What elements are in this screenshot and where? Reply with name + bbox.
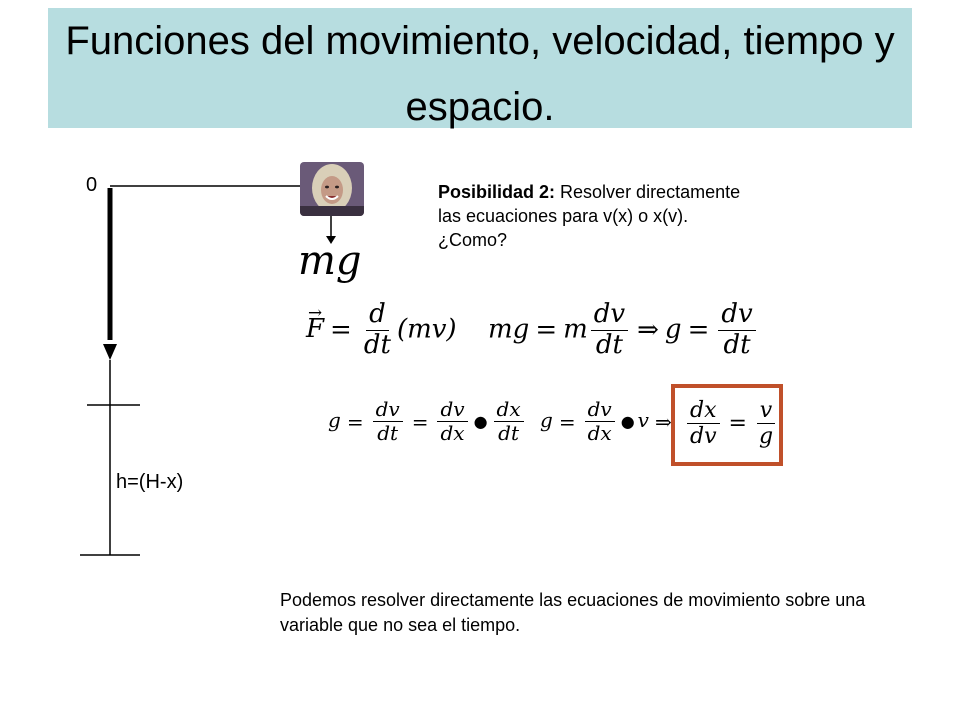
denominator: dt bbox=[498, 421, 519, 445]
denominator: dv bbox=[690, 424, 717, 450]
possibility-heading: Posibilidad 2: bbox=[438, 182, 556, 202]
g-term: g bbox=[328, 408, 341, 432]
numerator: dv bbox=[591, 300, 628, 331]
force-vector: → F bbox=[306, 314, 324, 344]
dx-dv-fraction bbox=[687, 398, 720, 450]
g-term: g bbox=[540, 408, 553, 432]
conclusion-text: Podemos resolver directamente las ecuaciones de movimiento sobre una variable que no sea el tiempo. bbox=[280, 590, 866, 635]
denominator: dt bbox=[363, 329, 391, 360]
dv-dt-fraction bbox=[373, 398, 403, 445]
result-equation bbox=[684, 398, 779, 450]
dv-dt-fraction bbox=[718, 300, 755, 361]
numerator: d bbox=[366, 300, 389, 331]
eq-sign: = bbox=[728, 411, 747, 437]
denominator: dt bbox=[723, 329, 751, 360]
numerator: dx bbox=[494, 398, 524, 422]
g-term: g bbox=[664, 314, 682, 345]
height-label: h=(H-x) bbox=[116, 471, 184, 493]
weight-label: mg bbox=[298, 238, 362, 284]
dv-dt-fraction bbox=[591, 300, 628, 361]
newton-second-law-equation bbox=[306, 300, 457, 361]
g-v-equation bbox=[540, 398, 678, 445]
mg-term: mg bbox=[488, 314, 530, 345]
possibility-body: Resolver directamente las ecuaciones para v(x) o x(v). ¿Como? bbox=[438, 182, 741, 250]
numerator: dx bbox=[687, 398, 720, 424]
dv-dx-fraction bbox=[585, 398, 615, 445]
origin-label: 0 bbox=[86, 174, 98, 196]
possibility-text bbox=[438, 180, 758, 252]
numerator: dv bbox=[373, 398, 403, 422]
denominator: dt bbox=[377, 421, 399, 445]
eq-sign: = bbox=[411, 409, 429, 434]
implies-arrow: ⇒ bbox=[654, 409, 672, 434]
product-dot: ● bbox=[620, 412, 635, 431]
denominator: dx bbox=[440, 421, 465, 445]
denominator: g bbox=[758, 424, 774, 450]
denominator: dt bbox=[595, 329, 623, 360]
denominator: dx bbox=[587, 421, 612, 445]
m-term: m bbox=[563, 314, 588, 345]
dv-dx-fraction bbox=[437, 398, 467, 445]
eq-sign: = bbox=[346, 409, 364, 434]
numerator: dv bbox=[585, 398, 615, 422]
eq-sign: = bbox=[558, 409, 576, 434]
eq-sign: = bbox=[687, 315, 710, 346]
momentum-term: (mv) bbox=[396, 314, 457, 345]
v-g-fraction bbox=[756, 398, 776, 450]
gravity-derivation-equation bbox=[488, 300, 759, 361]
numerator: v bbox=[757, 398, 775, 424]
implies-arrow: ⇒ bbox=[637, 315, 659, 346]
v-term: v bbox=[637, 408, 649, 432]
person-portrait-icon bbox=[300, 162, 364, 216]
eq-sign: = bbox=[535, 315, 558, 346]
numerator: dv bbox=[718, 300, 755, 331]
numerator: dv bbox=[437, 398, 467, 422]
chain-rule-equation bbox=[328, 398, 527, 445]
fall-arrow-head bbox=[103, 344, 117, 360]
eq-sign: = bbox=[330, 315, 352, 346]
product-dot: ● bbox=[473, 412, 488, 431]
dx-dt-fraction bbox=[494, 398, 524, 445]
slide-title: Funciones del movimiento, velocidad, tiempo y espacio. bbox=[65, 19, 895, 129]
d-dt-fraction bbox=[361, 300, 394, 361]
